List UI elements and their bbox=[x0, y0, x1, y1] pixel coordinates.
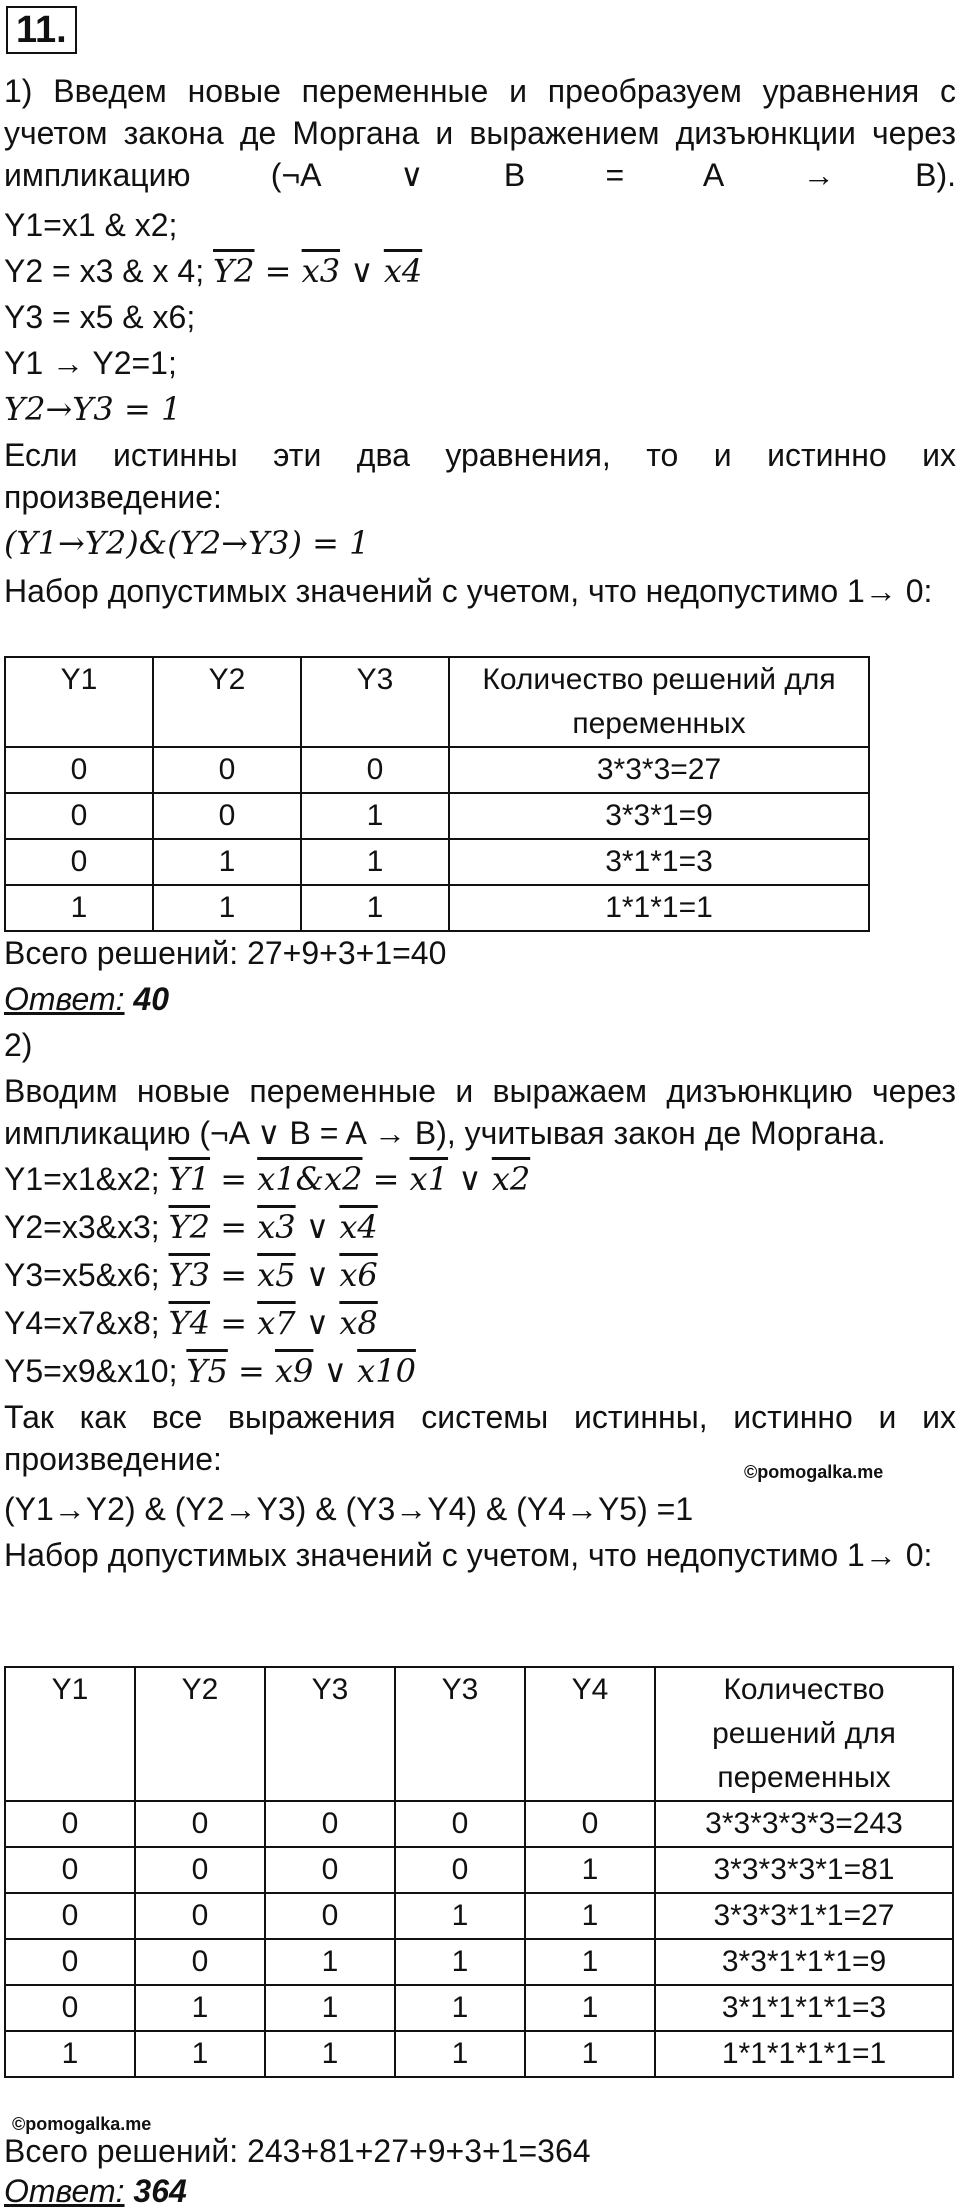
header-cell: Y4 bbox=[525, 1667, 655, 1801]
table-cell: 0 bbox=[5, 839, 153, 885]
part1-eq2 bbox=[4, 250, 422, 292]
part2-def-5: Y5=x9&x10; Y5 = x9 ∨ x10 bbox=[4, 1352, 416, 1390]
table-cell: 1 bbox=[265, 2031, 395, 2077]
part2-def-3: Y3=x5&x6; Y3 = x5 ∨ x6 bbox=[4, 1256, 378, 1294]
table-cell: 1 bbox=[135, 1985, 265, 2031]
header-cell: Y3 bbox=[301, 657, 449, 747]
part1-reason: Если истинны эти два уравнения, то и истинно их произведение: bbox=[4, 437, 956, 515]
table-cell: 1 bbox=[5, 885, 153, 931]
table-cell: 0 bbox=[135, 1893, 265, 1939]
table-cell: 0 bbox=[395, 1847, 525, 1893]
part2-set-text: Набор допустимых значений с учетом, что недопустимо 1→ 0: bbox=[4, 1537, 933, 1573]
part1-eq2-formula: Y2 = x3 ∨ x4 bbox=[213, 252, 423, 290]
header-cell: Y2 bbox=[135, 1667, 265, 1801]
header-cell: Y2 bbox=[153, 657, 301, 747]
answer-value: 364 bbox=[133, 2173, 187, 2209]
part2-label: 2) bbox=[4, 1027, 33, 1063]
part1-product: (Y1→Y2)&(Y2→Y3) = 1 bbox=[4, 524, 370, 562]
table-cell: 0 bbox=[5, 747, 153, 793]
table-cell: 0 bbox=[135, 1801, 265, 1847]
part1-eq1: Y1=x1 & x2; bbox=[4, 207, 178, 243]
part2-def-2: Y2=x3&x3; Y2 = x3 ∨ x4 bbox=[4, 1208, 378, 1246]
part1-set-text: Набор допустимых значений с учетом, что недопустимо 1→ 0: bbox=[4, 573, 933, 609]
table-header-row bbox=[5, 657, 869, 747]
table-cell: 3*3*1*1*1=9 bbox=[655, 1939, 953, 1985]
table-cell: 0 bbox=[5, 1939, 135, 1985]
answer-label: Ответ: bbox=[4, 981, 125, 1017]
part2-product: (Y1→Y2) & (Y2→Y3) & (Y3→Y4) & (Y4→Y5) =1 bbox=[4, 1491, 694, 1527]
table-cell: 1 bbox=[395, 1893, 525, 1939]
table-row bbox=[5, 1801, 953, 1847]
part1-eq2-text: Y2 = x3 & x 4; bbox=[4, 253, 205, 289]
table-row bbox=[5, 793, 869, 839]
part2-def-1: Y1=x1&x2; Y1 = x1&x2 = x1 ∨ x2 bbox=[4, 1160, 531, 1198]
part1-eq4: Y1 → Y2=1; bbox=[4, 345, 177, 381]
part2-def-4: Y4=x7&x8; Y4 = x7 ∨ x8 bbox=[4, 1304, 378, 1342]
table-row bbox=[5, 1893, 953, 1939]
part2-answer bbox=[4, 2170, 187, 2212]
table-cell: 1 bbox=[395, 2031, 525, 2077]
table-cell: 1 bbox=[525, 2031, 655, 2077]
part1-eq5: Y2→Y3 = 1 bbox=[4, 390, 182, 428]
table-cell: 0 bbox=[135, 1847, 265, 1893]
header-cell: Y1 bbox=[5, 1667, 135, 1801]
header-cell: Y1 bbox=[5, 657, 153, 747]
table-cell: 1*1*1*1*1=1 bbox=[655, 2031, 953, 2077]
table-row bbox=[5, 747, 869, 793]
answer-label: Ответ: bbox=[4, 2173, 125, 2209]
watermark: ©pomogalka.me bbox=[12, 2114, 152, 2134]
table-cell: 1 bbox=[395, 1939, 525, 1985]
table-cell: 3*3*3*3*1=81 bbox=[655, 1847, 953, 1893]
part2-total: Всего решений: 243+81+27+9+3+1=364 bbox=[4, 2133, 591, 2169]
table-cell: 3*1*1*1*1=3 bbox=[655, 1985, 953, 2031]
table-cell: 1*1*1=1 bbox=[449, 885, 869, 931]
table-cell: 3*1*1=3 bbox=[449, 839, 869, 885]
table-cell: 1 bbox=[301, 793, 449, 839]
table-cell: 1 bbox=[525, 1985, 655, 2031]
header-cell: Количество решений для переменных bbox=[449, 657, 869, 747]
table-cell: 0 bbox=[5, 1847, 135, 1893]
table-cell: 0 bbox=[265, 1801, 395, 1847]
part2-reason: Так как все выражения системы истинны, истинно и их произведение: bbox=[4, 1399, 956, 1477]
table-row bbox=[5, 885, 869, 931]
part2-table bbox=[4, 1666, 954, 2078]
table-header-row bbox=[5, 1667, 953, 1801]
table-cell: 1 bbox=[301, 839, 449, 885]
table-cell: 0 bbox=[5, 1893, 135, 1939]
part1-eq3: Y3 = x5 & x6; bbox=[4, 299, 196, 335]
task-number: 11. bbox=[6, 6, 77, 54]
part1-intro: 1) Введем новые переменные и преобразуем уравнения с учетом закона де Моргана и выражением дизъюнкции через импликацию (¬A ∨ B = A → B). bbox=[4, 73, 956, 193]
table-row bbox=[5, 839, 869, 885]
table-cell: 1 bbox=[135, 2031, 265, 2077]
table-cell: 3*3*3*1*1=27 bbox=[655, 1893, 953, 1939]
table-row bbox=[5, 2031, 953, 2077]
table-cell: 1 bbox=[395, 1985, 525, 2031]
table-cell: 0 bbox=[525, 1801, 655, 1847]
header-cell: Количество решений для переменных bbox=[655, 1667, 953, 1801]
header-cell: Y3 bbox=[265, 1667, 395, 1801]
table-cell: 0 bbox=[5, 793, 153, 839]
part1-total: Всего решений: 27+9+3+1=40 bbox=[4, 935, 447, 971]
table-cell: 1 bbox=[525, 1847, 655, 1893]
table-cell: 3*3*1=9 bbox=[449, 793, 869, 839]
watermark: ©pomogalka.me bbox=[744, 1462, 884, 1482]
table-cell: 0 bbox=[395, 1801, 525, 1847]
table-cell: 3*3*3=27 bbox=[449, 747, 869, 793]
table-cell: 0 bbox=[301, 747, 449, 793]
table-cell: 1 bbox=[301, 885, 449, 931]
table-cell: 0 bbox=[153, 747, 301, 793]
table-cell: 0 bbox=[265, 1847, 395, 1893]
table-cell: 1 bbox=[525, 1893, 655, 1939]
table-cell: 0 bbox=[135, 1939, 265, 1985]
table-cell: 1 bbox=[153, 839, 301, 885]
table-row bbox=[5, 1985, 953, 2031]
table-cell: 0 bbox=[5, 1985, 135, 2031]
table-cell: 1 bbox=[265, 1985, 395, 2031]
answer-value: 40 bbox=[133, 981, 170, 1017]
table-cell: 0 bbox=[153, 793, 301, 839]
part2-intro: Вводим новые переменные и выражаем дизъюнкцию через импликацию (¬A ∨ B = A → B), учитывая закон де Моргана. bbox=[4, 1073, 956, 1151]
table-row bbox=[5, 1847, 953, 1893]
table-cell: 1 bbox=[153, 885, 301, 931]
part1-table bbox=[4, 656, 870, 932]
table-cell: 1 bbox=[525, 1939, 655, 1985]
table-cell: 1 bbox=[265, 1939, 395, 1985]
part1-answer bbox=[4, 978, 169, 1020]
table-cell: 0 bbox=[265, 1893, 395, 1939]
table-cell: 0 bbox=[5, 1801, 135, 1847]
header-cell: Y3 bbox=[395, 1667, 525, 1801]
table-cell: 1 bbox=[5, 2031, 135, 2077]
table-row bbox=[5, 1939, 953, 1985]
table-cell: 3*3*3*3*3=243 bbox=[655, 1801, 953, 1847]
